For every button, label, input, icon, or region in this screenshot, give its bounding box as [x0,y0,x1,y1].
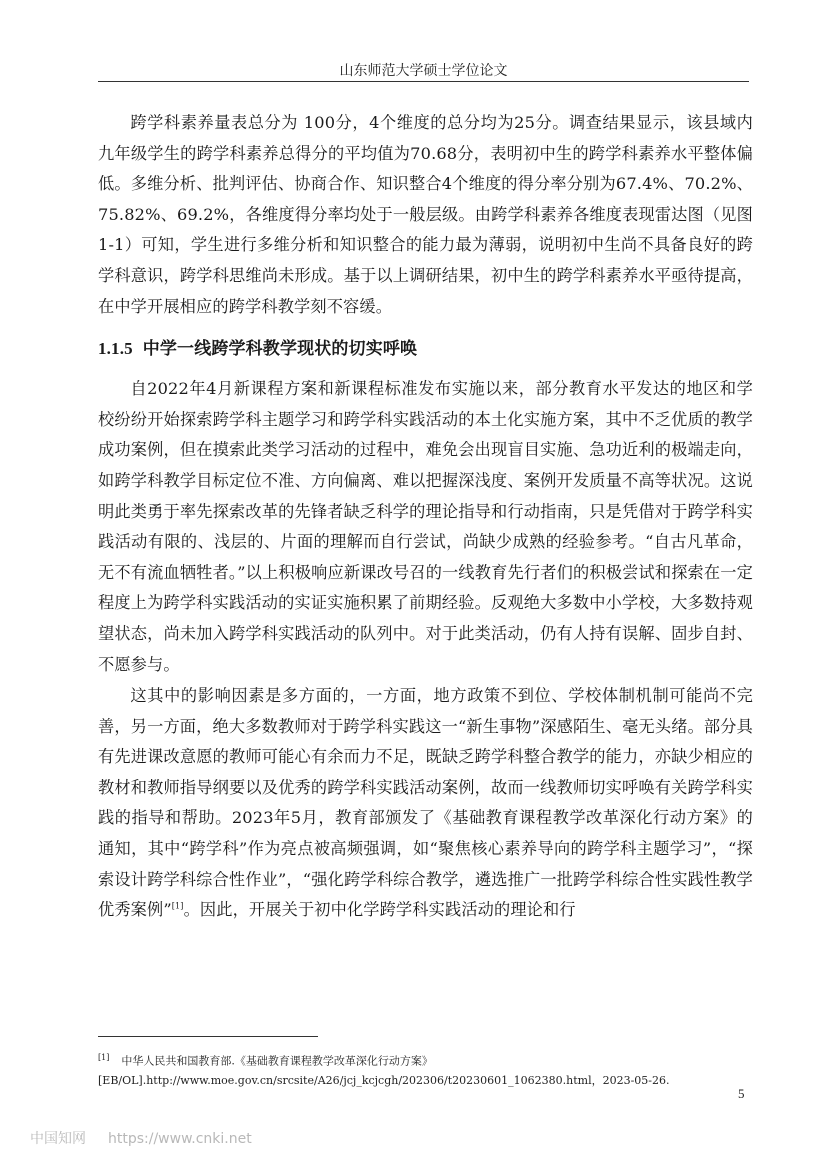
paragraph-influencing-factors [98,681,753,926]
page-number: 5 [738,1086,745,1101]
paragraph-survey-results: 跨学科素养量表总分为 100分，4个维度的总分均为25分。调查结果显示，该县域内九年级学生的跨学科素养总得分的平均值为70.68分，表明初中生的跨学科素养水平整体偏低。多维分析、批判评估、协商合作、知识整合4个维度的得分率分别为67.4%、70.2%、75.82%、69.2%，各维度得分率均处于一般层级。由跨学科素养各维度表现雷达图（见图1-1）可知，学生进行多维分析和知识整合的能力最为薄弱，说明初中生尚不具备良好的跨学科意识，跨学科思维尚未形成。基于以上调研结果，初中生的跨学科素养水平亟待提高，在中学开展相应的跨学科教学刻不容缓。 [98,113,753,316]
footnote-text: 中华人民共和国教育部.《基础教育课程教学改革深化行动方案》[EB/OL].http://www.moe.gov.cn/srcsite/A26/jcj_kcjcgh/202306/t20230601_1062380.html，2023-05-26. [98,1054,670,1087]
section-title: 中学一线跨学科教学现状的切实呼唤 [142,339,418,360]
footnote-reference[interactable]: [1] [171,901,184,911]
cnki-watermark [30,1128,252,1148]
paragraph-text-tail: 。因此，开展关于初中化学跨学科实践活动的理论和行 [183,900,576,920]
section-heading [98,334,753,364]
watermark-url: https://www.cnki.net [108,1131,252,1147]
footnote-rule [98,1036,318,1037]
paragraph-text: 这其中的影响因素是多方面的，一方面，地方政策不到位、学校体制机制可能尚不完善，另一方面，绝大多数教师对于跨学科实践这一“新生事物”深感陌生、毫无头绪。部分具有先进课改意愿的教师可能心有余而力不足，既缺乏跨学科整合教学的能力，亦缺少相应的教材和教师指导纲要以及优秀的跨学科实践活动案例，故而一线教师切实呼唤有关跨学科实践的指导和帮助。2023年5月，教育部颁发了《基础教育课程教学改革深化行动方案》的通知，其中“跨学科”作为亮点被高频强调，如“聚焦核心素养导向的跨学科主题学习”，“探索设计跨学科综合性作业”，“强化跨学科综合教学，遴选推广一批跨学科综合性实践性教学优秀案例” [98,686,753,920]
footnote-mark: [1] [98,1053,110,1062]
running-header: 山东师范大学硕士学位论文 [339,63,508,79]
header-rule [98,81,749,82]
paragraph-current-practice: 自2022年4月新课程方案和新课程标准发布实施以来，部分教育水平发达的地区和学校纷纷开始探索跨学科主题学习和跨学科实践活动的本土化实施方案，其中不乏优质的教学成功案例，但在摸索此类学习活动的过程中，难免会出现盲目实施、急功近利的极端走向，如跨学科教学目标定位不准、方向偏离、难以把握深浅度、案例开发质量不高等状况。这说明此类勇于率先探索改革的先锋者缺乏科学的理论指导和行动指南，只是凭借对于跨学科实践活动有限的、浅层的、片面的理解而自行尝试，尚缺少成熟的经验参考。“自古凡革命，无不有流血牺牲者。”以上积极响应新课改号召的一线教育先行者们的积极尝试和探索在一定程度上为跨学科实践活动的实证实施积累了前期经验。反观绝大多数中小学校，大多数持观望状态，尚未加入跨学科实践活动的队列中。对于此类活动，仍有人持有误解、固步自封、不愿参与。 [98,379,753,674]
footnote [98,1048,758,1090]
section-number: 1.1.5 [98,339,133,359]
watermark-logo-text: 中国知网 [30,1131,86,1147]
body-text [98,108,753,926]
